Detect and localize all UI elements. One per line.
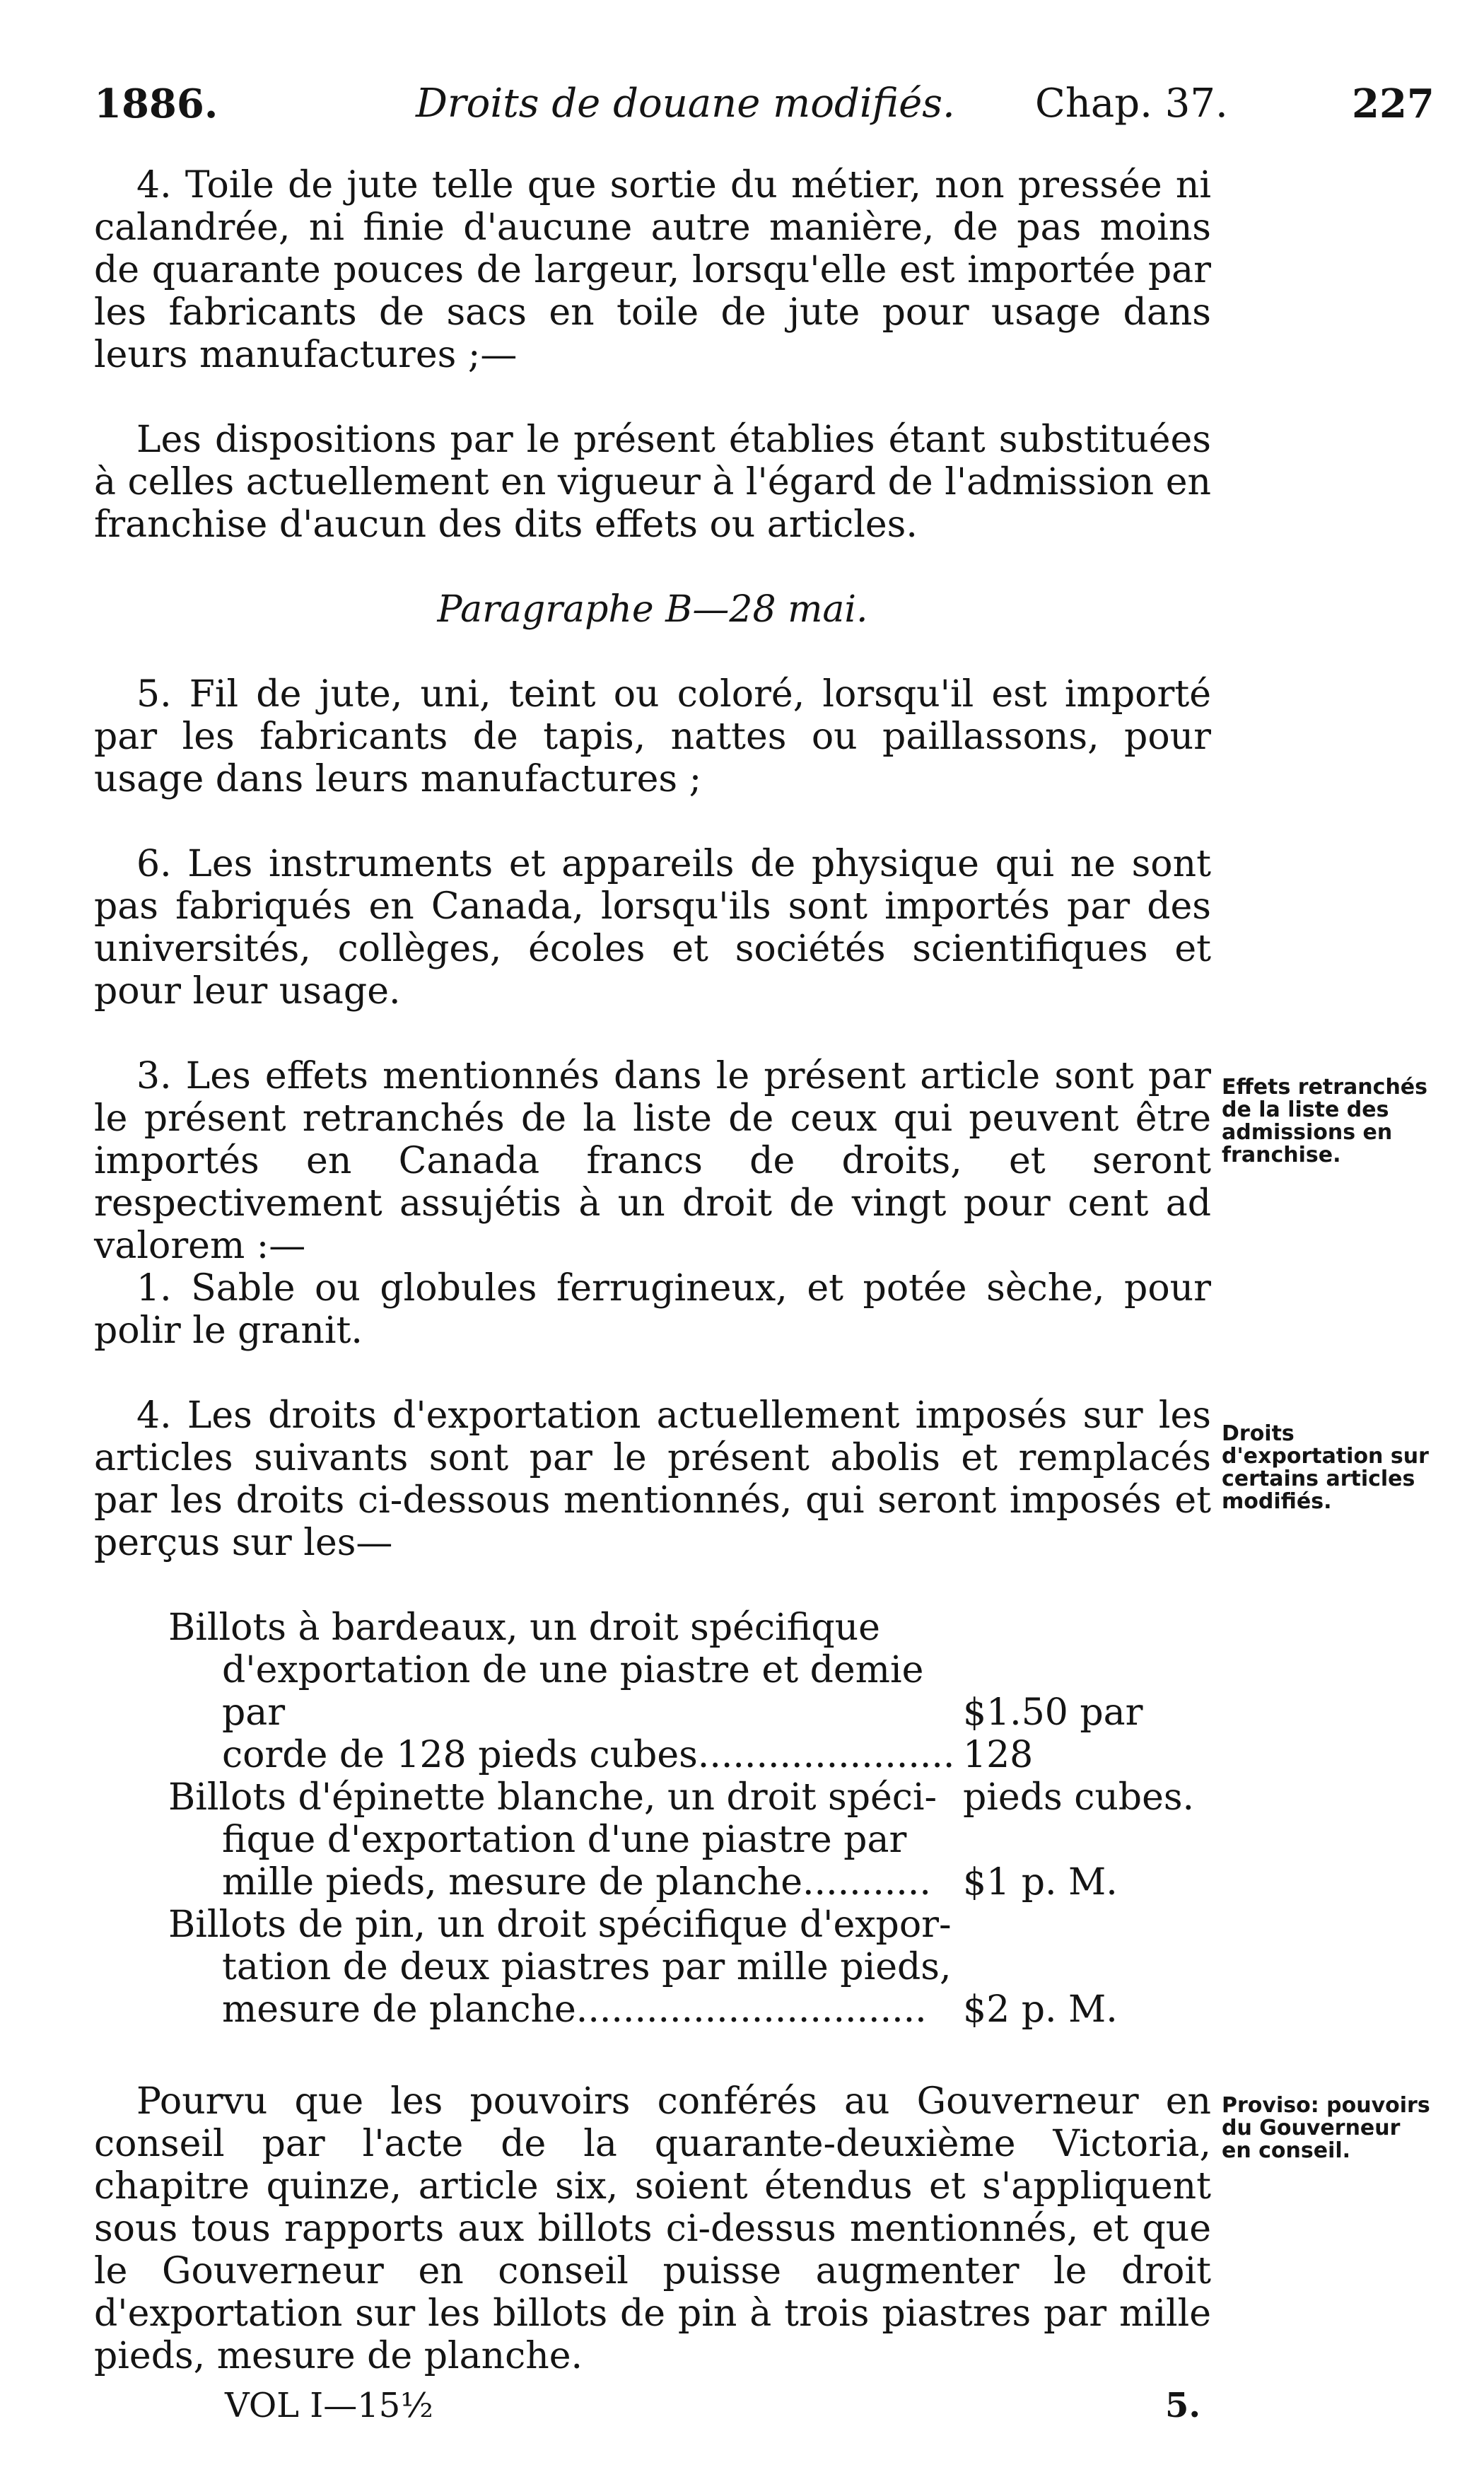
footer-volume: VOL I—15½ bbox=[225, 2386, 433, 2425]
export-duty-line: Billots de pin, un droit spécifique d'expor- bbox=[168, 1904, 952, 1946]
header-chapter: Chap. 37. bbox=[1035, 81, 1228, 127]
export-duty-item bbox=[168, 1607, 960, 1776]
margin-note-proviso: Proviso: pouvoirs du Gouverneur en conseil. bbox=[1222, 2093, 1430, 2163]
proviso: Pourvu que les pouvoirs conférés au Gouverneur en conseil par l'acte de la quarante-deuxième Victoria, chapitre quinze, article six, soient étendus et s'appliquent sous tous rapports aux billots ci-dessus mentionnés, et que le Gouverneur en conseil puisse augmenter le droit d'exportation sur les billots de pin à trois piastres par mille pieds, mesure de planche. bbox=[94, 2080, 1211, 2377]
section-heading: Paragraphe B—28 mai. bbox=[437, 588, 868, 631]
export-duty-item bbox=[168, 1776, 960, 1904]
export-duty-rate-line: $1 p. M. bbox=[963, 1861, 1118, 1904]
export-duty-rate-line: pieds cubes. bbox=[963, 1776, 1195, 1819]
header-title: Droits de douane modifiés. bbox=[416, 81, 955, 127]
export-duty-line: fique d'exportation d'une piastre par bbox=[222, 1819, 907, 1861]
export-duty-rate bbox=[963, 1861, 1203, 1904]
export-duty-line: Billots à bardeaux, un droit spécifique bbox=[168, 1607, 880, 1649]
export-duty-rate bbox=[963, 1691, 1203, 1819]
export-duty-line: mille pieds, mesure de planche........... bbox=[222, 1861, 931, 1904]
paragraph-6: 6. Les instruments et appareils de physique qui ne sont pas fabriqués en Canada, lorsqu'ils sont importés par des universités, collèges, écoles et sociétés scientifiques et pour leur usage. bbox=[94, 843, 1211, 1013]
export-duty-line: corde de 128 pieds cubes...................... bbox=[222, 1734, 955, 1776]
export-duty-line: mesure de planche.............................. bbox=[222, 1988, 927, 2031]
export-duty-rate-line: $2 p. M. bbox=[963, 1988, 1118, 2031]
export-duty-item bbox=[168, 1904, 960, 2031]
export-duty-rate-line: $1.50 par 128 bbox=[963, 1691, 1143, 1776]
paragraph-dispositions: Les dispositions par le présent établies étant substituées à celles actuellement en vigueur à l'égard de l'admission en franchise d'aucun des dits effets ou articles. bbox=[94, 419, 1211, 546]
footer-signature-mark: 5. bbox=[1165, 2386, 1201, 2425]
export-duty-line: Billots d'épinette blanche, un droit spéci- bbox=[168, 1776, 937, 1819]
export-duty-line: d'exportation de une piastre et demie par bbox=[222, 1649, 924, 1734]
margin-note-article-3: Effets retranchés de la liste des admissions en franchise. bbox=[1222, 1075, 1428, 1167]
paragraph-4: 4. Toile de jute telle que sortie du métier, non pressée ni calandrée, ni finie d'aucune autre manière, de pas moins de quarante pouces de largeur, lorsqu'elle est importée par les fabricants de sacs en toile de jute pour usage dans leurs manufactures ;— bbox=[94, 164, 1211, 376]
article-4: 4. Les droits d'exportation actuellement imposés sur les articles suivants sont par le présent abolis et remplacés par les droits ci-dessous mentionnés, qui seront imposés et perçus sur les— bbox=[94, 1394, 1211, 1564]
export-duty-rate bbox=[963, 1988, 1203, 2031]
header-page-number: 227 bbox=[1352, 81, 1435, 127]
margin-note-article-4: Droits d'exportation sur certains articles modifiés. bbox=[1222, 1421, 1429, 1514]
article-3: 3. Les effets mentionnés dans le présent article sont par le présent retranchés de la liste de ceux qui peuvent être importés en Canada francs de droits, et seront respectivement assujétis à un droit de vingt pour cent ad valorem :— bbox=[94, 1055, 1211, 1267]
header-year: 1886. bbox=[94, 81, 218, 127]
paragraph-5: 5. Fil de jute, uni, teint ou coloré, lorsqu'il est importé par les fabricants de tapis, nattes ou paillassons, pour usage dans leurs manufactures ; bbox=[94, 673, 1211, 800]
export-duty-line: tation de deux piastres par mille pieds, bbox=[222, 1946, 952, 1988]
article-3-item-1: 1. Sable ou globules ferrugineux, et potée sèche, pour polir le granit. bbox=[94, 1267, 1211, 1352]
